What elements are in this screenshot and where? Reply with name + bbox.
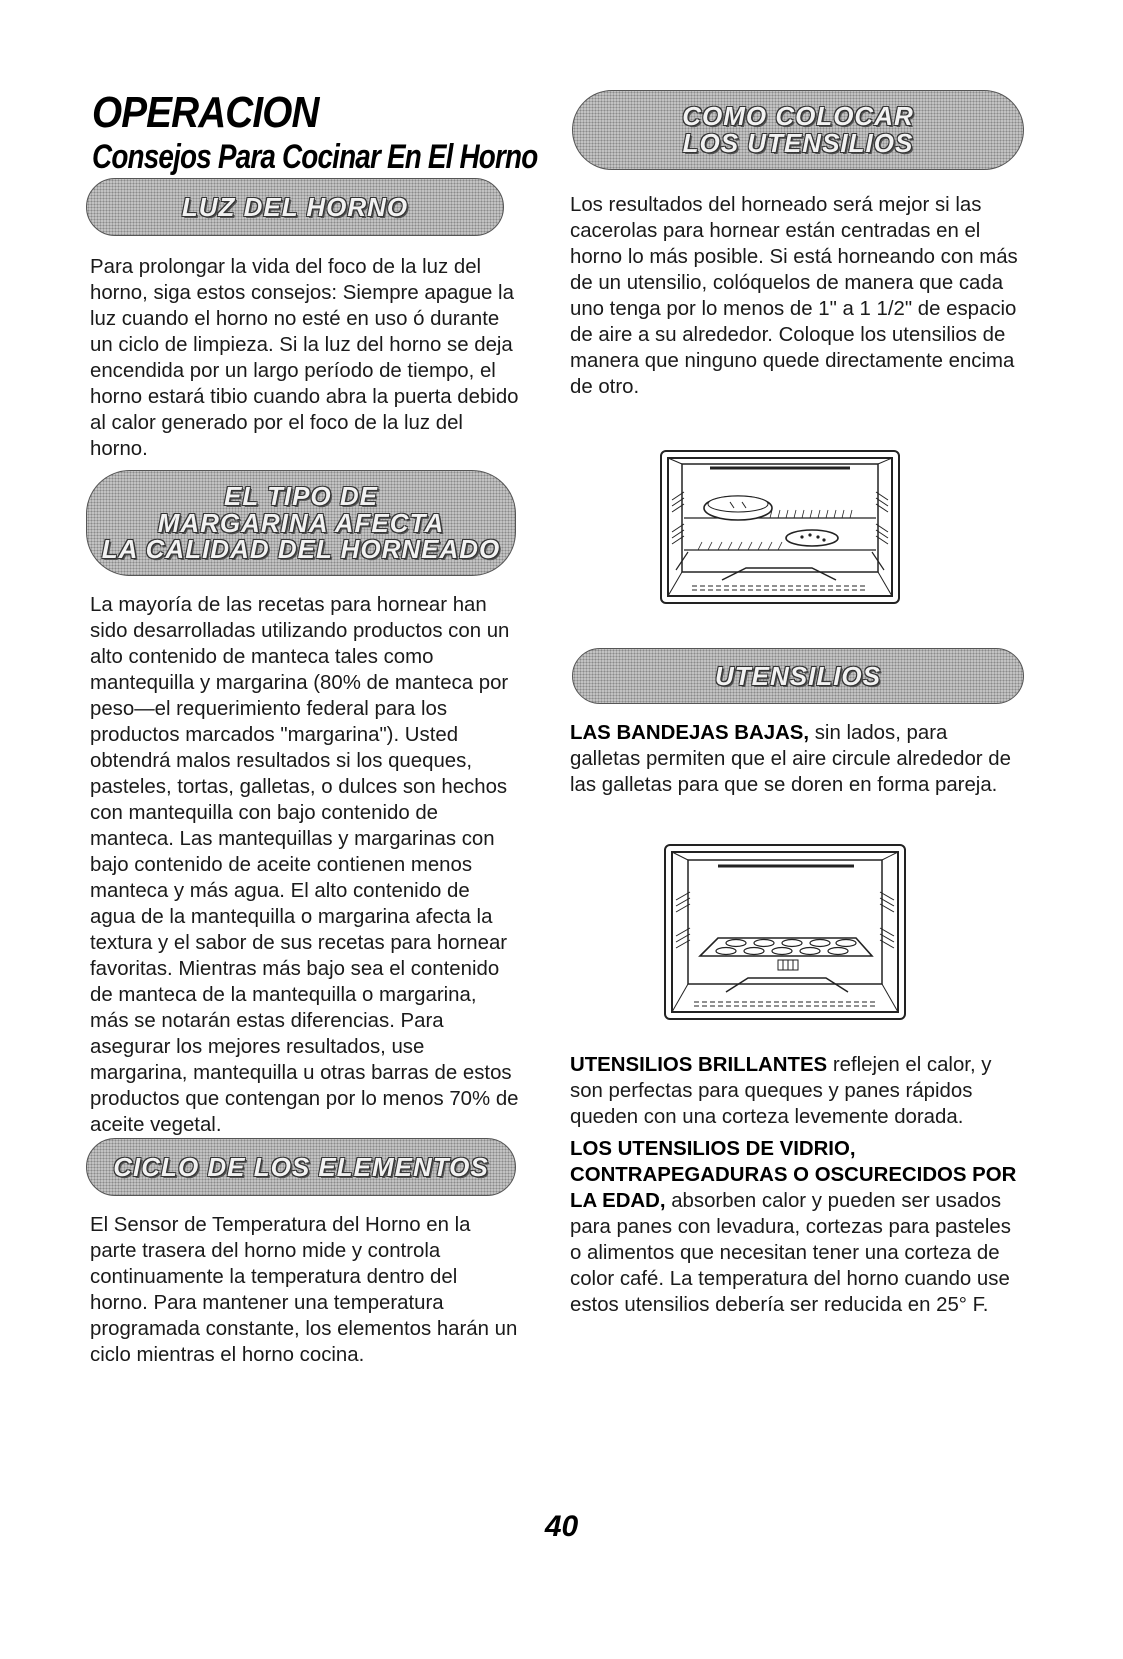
banner-margarine-text: EL TIPO DE MARGARINA AFECTA LA CALIDAD DEL HORNEADO [101, 481, 501, 565]
banner-oven-light-text: LUZ DEL HORNO [181, 191, 409, 222]
page-title: OPERACION [92, 88, 319, 137]
text-glass-utensils: absorben calor y pueden ser usados para panes con levadura, cortezas para pasteles o alimentos que necesitan tener una corteza de color café. La temperatura del horno cuando use estos utensilios debería ser reducida en 25° F. [570, 1190, 1011, 1316]
paragraph-element-cycling: El Sensor de Temperatura del Horno en la parte trasera del horno mide y controla continuamente la temperatura dentro del horno. Para mantener una temperatura programada constante, los elementos harán un ciclo mientras el horno cocina. [90, 1214, 518, 1366]
paragraph-flat-sheets [570, 720, 1020, 798]
banner-utensils [572, 648, 1024, 704]
banner-element-cycling [86, 1138, 516, 1196]
lead-glass-utensils: LOS UTENSILIOS DE VIDRIO, CONTRAPEGADURAS O OSCURECIDOS POR LA EDAD, [570, 1138, 1017, 1212]
banner-element-cycling-text: CICLO DE LOS ELEMENTOS [113, 1151, 489, 1182]
page-subtitle: Consejos Para Cocinar En El Horno [92, 138, 538, 176]
banner-utensils-text: UTENSILIOS [714, 660, 881, 691]
paragraph-shiny-utensils [570, 1052, 1022, 1130]
banner-margarine [86, 470, 516, 576]
oven-pans-drawing [662, 452, 898, 602]
page-number: 40 [544, 1510, 579, 1543]
oven-cookie-sheet-drawing [666, 846, 904, 1018]
oven-illustration-cookie-sheet [664, 844, 906, 1020]
text-shiny-utensils: reflejen el calor, y son perfectas para queques y panes rápidos queden con una corteza levemente dorada. [570, 1054, 992, 1128]
paragraph-glass-utensils [570, 1136, 1022, 1318]
text-flat-sheets: sin lados, para galletas permiten que el aire circule alrededor de las galletas para que se doren en forma pareja. [570, 722, 1011, 796]
paragraph-margarine: La mayoría de las recetas para hornear han sido desarrolladas utilizando productos con un alto contenido de manteca tales como mantequilla y margarina (80% de manteca por peso—el requerimiento federal para los productos marcados "margarina"). Usted obtendrá malos resultados si los queques, pasteles, tortas, galletas, o dulces son hechos con mantequilla con bajo contenido de manteca. Las mantequillas y margarinas con bajo contenido de aceite contienen menos manteca y más agua. El alto contenido de agua de la mantequilla o margarina afecta la textura y el sabor de sus recetas para hornear favoritas. Mientras más bajo sea el contenido de manteca de la mantequilla o margarina, más se notarán estas diferencias. Para asegurar los mejores resultados, use margarina, mantequilla u otras barras de estos productos que contengan por lo menos 70% de aceite vegetal. [90, 594, 519, 1136]
paragraph-oven-light: Para prolongar la vida del foco de la luz del horno, siga estos consejos: Siempre apague la luz cuando el horno no esté en uso ó durante un ciclo de limpieza. Si la luz del horno se deja encendida por un largo período de tiempo, el horno estará tibio cuando abra la puerta debido al calor generado por el foco de la luz del horno. [90, 256, 519, 460]
lead-flat-sheets: LAS BANDEJAS BAJAS, [570, 722, 810, 744]
oven-illustration-pans [660, 450, 900, 604]
paragraph-placing-utensils: Los resultados del horneado será mejor si las cacerolas para hornear están centradas en el horno lo más posible. Si está horneando con más de un utensilio, colóquelos de manera que cada uno tenga por lo menos de 1" a 1 1/2" de espacio de aire a su alrededor. Coloque los utensilios de manera que ninguno quede directamente encima de otro. [570, 194, 1018, 398]
banner-placing-utensils-text: COMO COLOCAR LOS UTENSILIOS [682, 101, 914, 158]
banner-placing-utensils [572, 90, 1024, 170]
lead-shiny-utensils: UTENSILIOS BRILLANTES [570, 1054, 828, 1076]
banner-oven-light [86, 178, 504, 236]
